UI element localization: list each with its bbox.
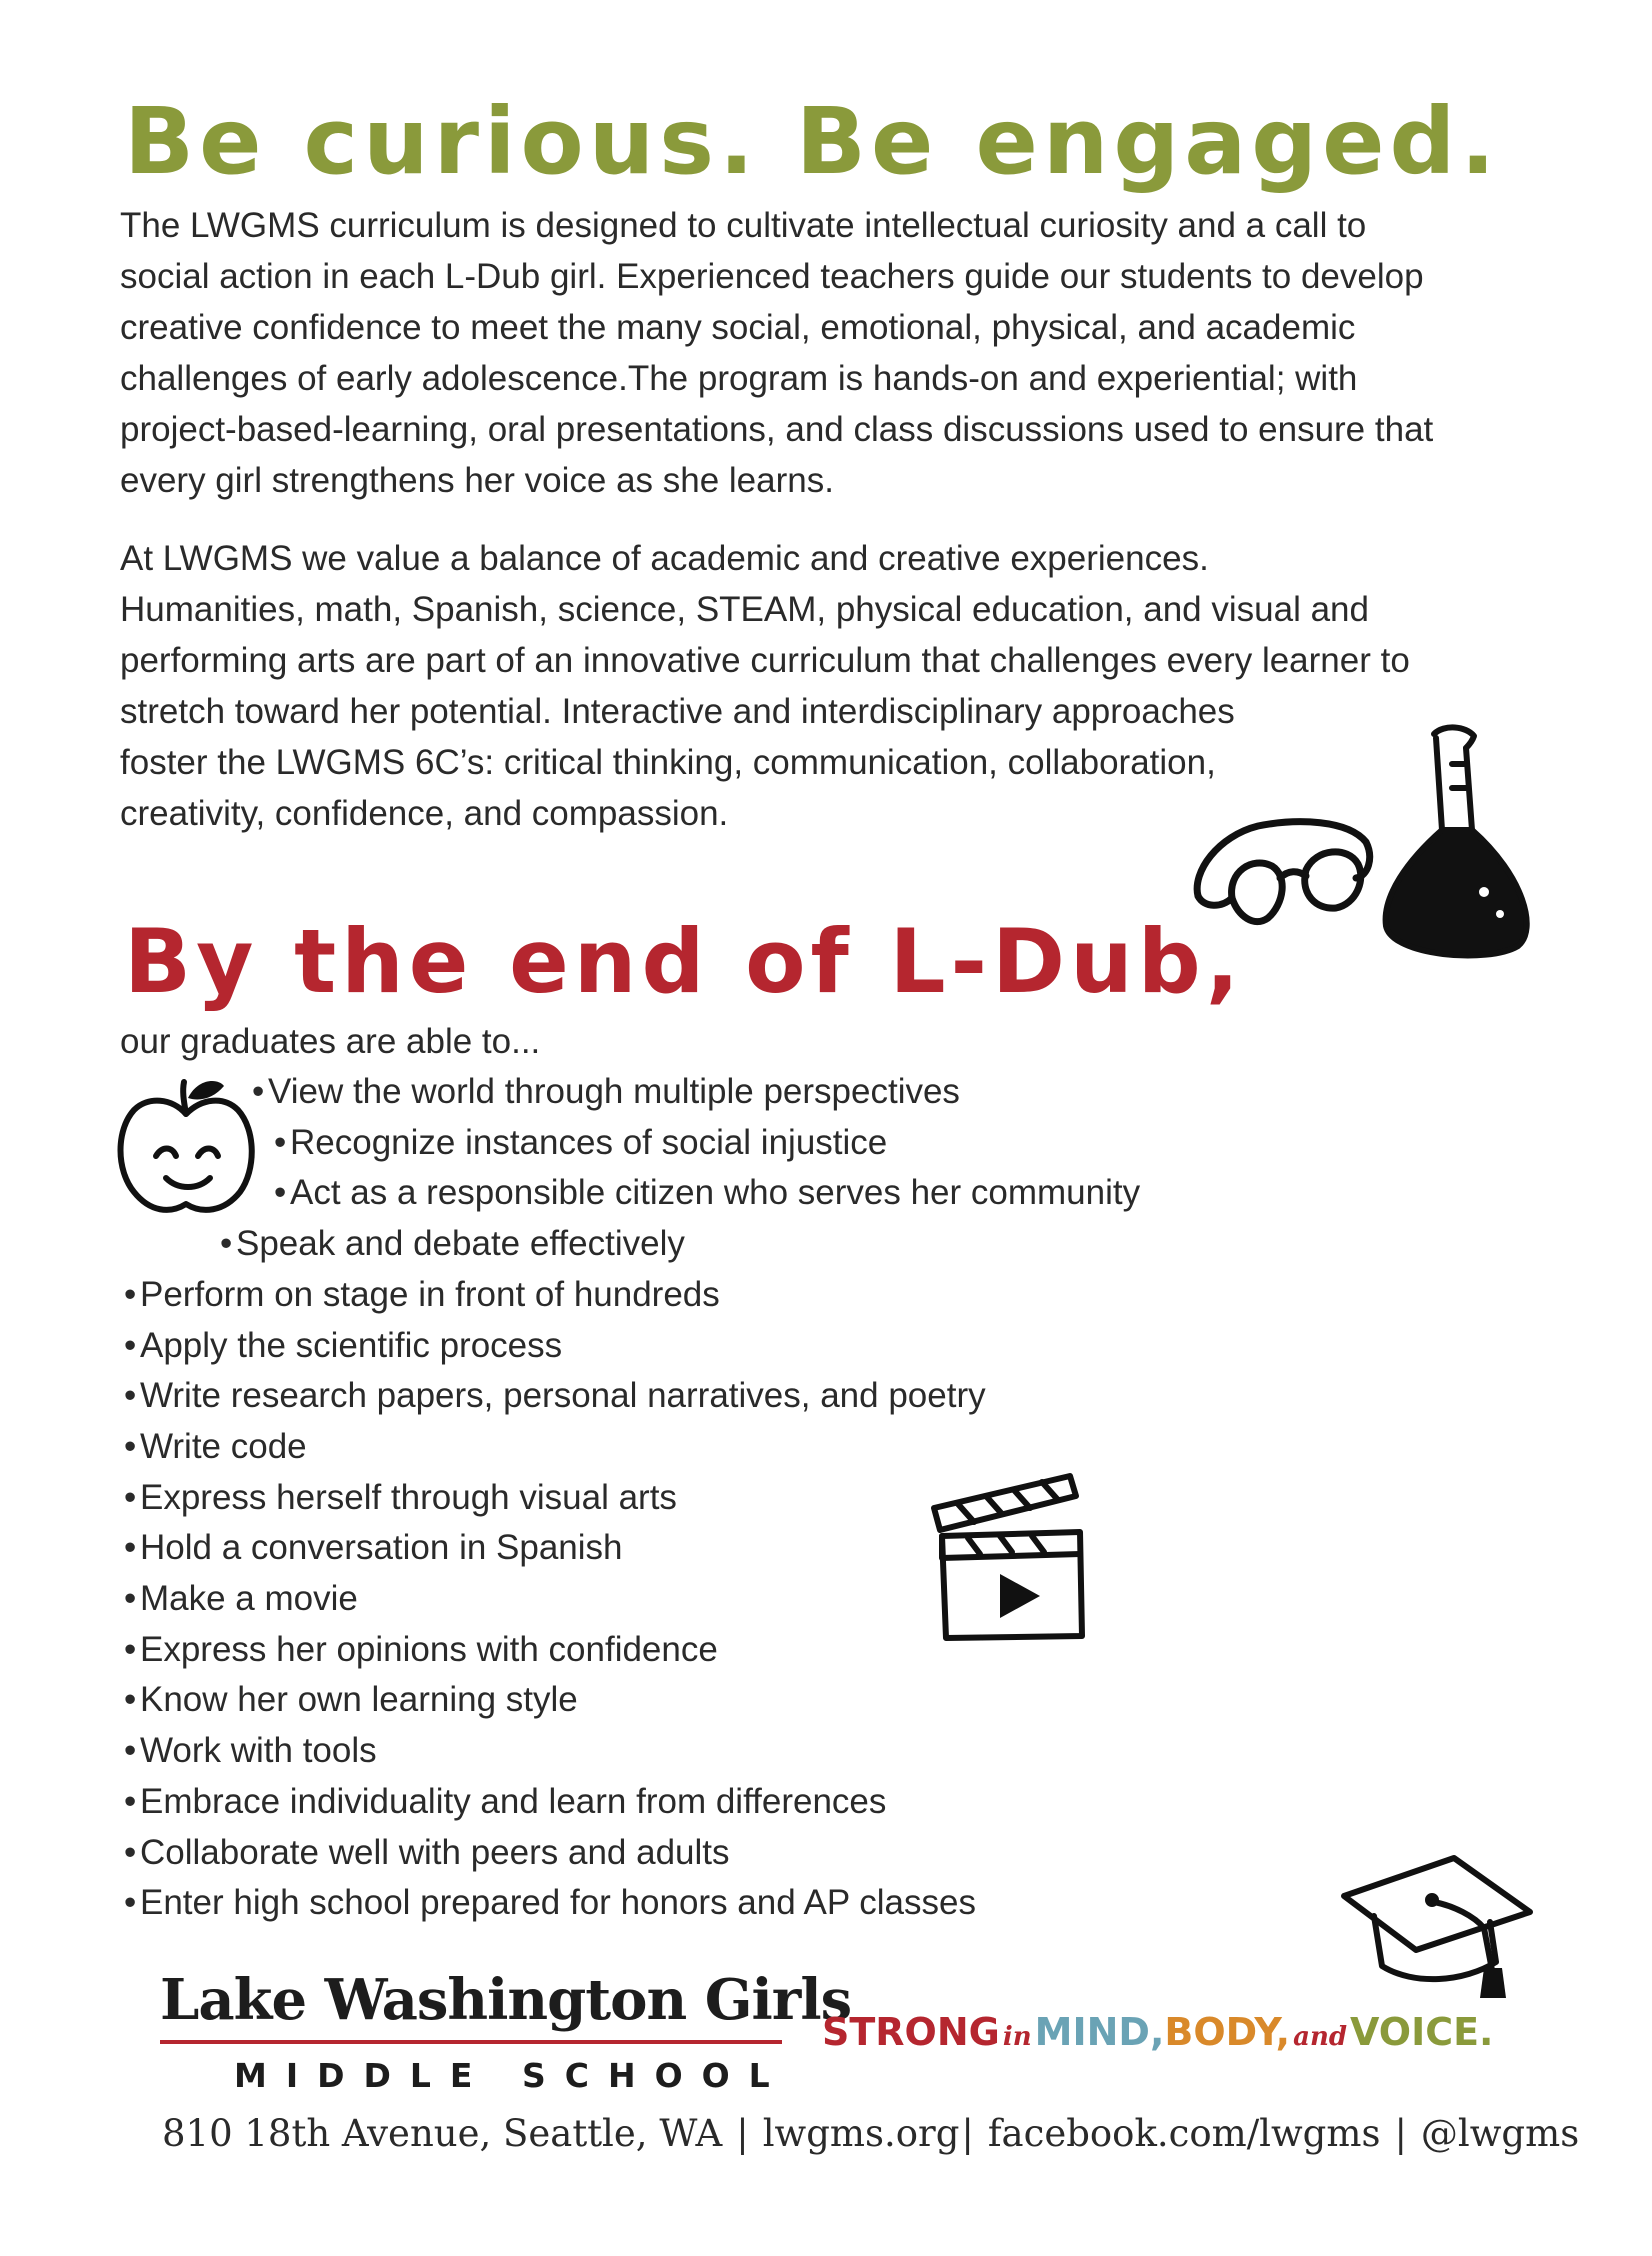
list-item xyxy=(0,1878,1300,1929)
bullet-marker: • xyxy=(124,1579,137,1619)
list-item-text: Know her own learning style xyxy=(140,1680,578,1720)
tagline xyxy=(822,2010,1494,2054)
website-link[interactable]: lwgms.org xyxy=(762,2112,960,2155)
list-item-text: Enter high school prepared for honors and AP classes xyxy=(140,1883,976,1923)
bullet-marker: • xyxy=(124,1325,137,1365)
list-item-text: Perform on stage in front of hundreds xyxy=(140,1274,720,1314)
separator: | xyxy=(961,2112,974,2155)
list-item-text: Make a movie xyxy=(140,1579,358,1619)
list-item-text: Express herself through visual arts xyxy=(140,1477,677,1517)
list-item xyxy=(0,1219,1300,1270)
paragraph-line: project-based-learning, oral presentations, and class discussions used to ensure that xyxy=(120,410,1434,449)
list-item-text: Work with tools xyxy=(140,1731,377,1771)
list-item xyxy=(0,1422,1300,1473)
tagline-voice: VOICE. xyxy=(1350,2010,1494,2054)
list-item xyxy=(0,1371,1300,1422)
paragraph-line: every girl strengthens her voice as she learns. xyxy=(120,461,834,500)
bullet-marker: • xyxy=(124,1781,137,1821)
page-heading-end-of-ldub: By the end of L-Dub, xyxy=(124,910,1245,1013)
facebook-link[interactable]: facebook.com/lwgms xyxy=(987,2112,1381,2155)
bullet-marker: • xyxy=(274,1173,287,1213)
separator: | xyxy=(1394,2112,1407,2155)
list-item xyxy=(0,1574,1300,1625)
list-item xyxy=(0,1473,1300,1524)
list-item xyxy=(0,1675,1300,1726)
bullet-marker: • xyxy=(124,1629,137,1669)
bullet-marker: • xyxy=(124,1883,137,1923)
list-item-text: Recognize instances of social injustice xyxy=(290,1122,888,1162)
balance-paragraph xyxy=(120,533,1540,839)
list-item xyxy=(0,1828,1300,1879)
paragraph-line: creative confidence to meet the many social, emotional, physical, and academic xyxy=(120,308,1356,347)
list-item-text: Write research papers, personal narratives, and poetry xyxy=(140,1376,986,1416)
bullet-marker: • xyxy=(252,1072,265,1111)
bullet-marker: • xyxy=(124,1426,137,1466)
tagline-and: and xyxy=(1293,2022,1348,2052)
page-heading-curious: Be curious. Be engaged. xyxy=(124,88,1501,195)
tagline-mind: MIND, xyxy=(1034,2010,1165,2054)
list-item-text: Collaborate well with peers and adults xyxy=(140,1832,730,1872)
bullet-marker: • xyxy=(124,1376,137,1416)
logo-underline xyxy=(160,2040,782,2044)
paragraph-line: Humanities, math, Spanish, science, STEAM, physical education, and visual and xyxy=(120,590,1369,629)
tagline-body: BODY, xyxy=(1164,2010,1291,2054)
list-item-text: Speak and debate effectively xyxy=(236,1224,685,1264)
list-item xyxy=(0,1321,1300,1372)
tagline-in: in xyxy=(1002,2022,1032,2052)
list-item xyxy=(0,1777,1300,1828)
list-item-text: Act as a responsible citizen who serves her community xyxy=(290,1173,1141,1213)
curriculum-paragraph xyxy=(120,200,1540,506)
paragraph-line: creativity, confidence, and compassion. xyxy=(120,794,729,833)
list-item-text: View the world through multiple perspectives xyxy=(268,1072,960,1111)
list-item xyxy=(0,1523,1300,1574)
bullet-marker: • xyxy=(124,1477,137,1517)
bullet-marker: • xyxy=(274,1122,287,1162)
list-item-text: Apply the scientific process xyxy=(140,1325,563,1365)
social-handle[interactable]: @lwgms xyxy=(1420,2112,1580,2155)
school-logo xyxy=(160,1967,852,2095)
list-item xyxy=(0,1625,1300,1676)
list-item xyxy=(0,1168,1300,1219)
bullet-marker: • xyxy=(124,1528,137,1568)
list-item xyxy=(0,1067,1300,1118)
bullet-marker: • xyxy=(124,1680,137,1720)
paragraph-line: foster the LWGMS 6C’s: critical thinking, communication, collaboration, xyxy=(120,743,1216,782)
paragraph-line: The LWGMS curriculum is designed to cultivate intellectual curiosity and a call to xyxy=(120,206,1367,245)
list-item-text: Hold a conversation in Spanish xyxy=(140,1528,623,1568)
list-item-text: Write code xyxy=(140,1426,307,1466)
list-item xyxy=(0,1118,1300,1169)
list-item xyxy=(0,1270,1300,1321)
list-item xyxy=(0,1726,1300,1777)
outcomes-list xyxy=(0,1067,1300,1929)
tagline-strong: STRONG xyxy=(822,2010,1000,2054)
paragraph-line: challenges of early adolescence.The program is hands-on and experiential; with xyxy=(120,359,1358,398)
graduation-cap-icon xyxy=(1334,1852,1534,2012)
paragraph-line: social action in each L-Dub girl. Experienced teachers guide our students to develop xyxy=(120,257,1424,296)
paragraph-line: performing arts are part of an innovative curriculum that challenges every learner to xyxy=(120,641,1410,680)
list-item-text: Embrace individuality and learn from differences xyxy=(140,1781,887,1821)
separator: | xyxy=(736,2112,749,2155)
logo-name: Lake Washington Girls xyxy=(160,1967,852,2033)
paragraph-line: At LWGMS we value a balance of academic and creative experiences. xyxy=(120,539,1209,578)
clapperboard-icon xyxy=(928,1464,1096,1644)
paragraph-line: stretch toward her potential. Interactive and interdisciplinary approaches xyxy=(120,692,1235,731)
bullet-marker: • xyxy=(220,1224,233,1264)
logo-subtitle: MIDDLE SCHOOL xyxy=(234,2056,789,2095)
flask-icon xyxy=(1368,720,1538,968)
bullet-marker: • xyxy=(124,1832,137,1872)
list-item-text: Express her opinions with confidence xyxy=(140,1629,718,1669)
contact-line xyxy=(162,2112,1579,2155)
bullet-marker: • xyxy=(124,1274,137,1314)
street-address: 810 18th Avenue, Seattle, WA xyxy=(162,2112,723,2155)
bullet-marker: • xyxy=(124,1731,137,1771)
graduates-intro: our graduates are able to... xyxy=(120,1022,541,1061)
